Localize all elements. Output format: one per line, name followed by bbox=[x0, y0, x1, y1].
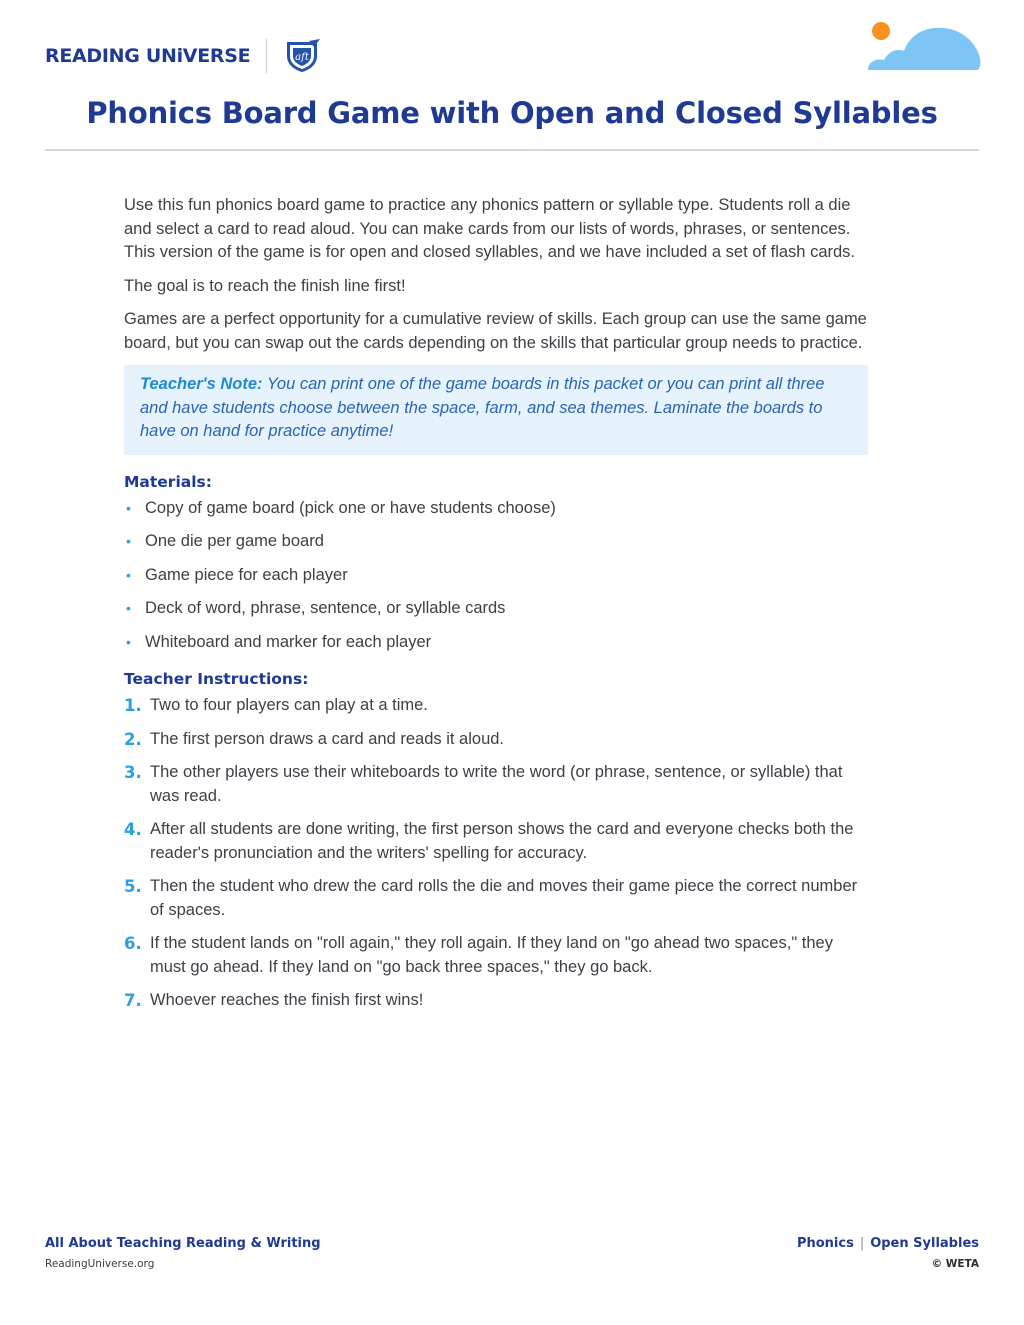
footer-topic bbox=[797, 1236, 979, 1251]
sun-icon bbox=[872, 22, 890, 40]
teacher-note bbox=[124, 365, 868, 455]
bullet-icon: • bbox=[126, 499, 131, 516]
step-number: 2. bbox=[124, 729, 142, 749]
sun-cloud-decoration bbox=[864, 18, 984, 74]
list-item: • Copy of game board (pick one or have students choose) bbox=[124, 497, 868, 521]
footer-subtopic: Open Syllables bbox=[870, 1236, 979, 1251]
footer-category: Phonics bbox=[796, 1236, 854, 1251]
list-item: 5. Then the student who drew the card rolls the die and moves their game piece the correct number of spaces. bbox=[124, 877, 858, 919]
list-item: 2. The first person draws a card and reads it aloud. bbox=[124, 728, 868, 752]
bullet-icon: • bbox=[126, 600, 131, 616]
intro-paragraph: The goal is to reach the finish line first! bbox=[124, 276, 406, 295]
materials-heading: Materials: bbox=[124, 472, 212, 491]
step-number: 5. bbox=[124, 877, 142, 896]
page-title: Phonics Board Game with Open and Closed Syllables bbox=[86, 96, 938, 130]
footer-left bbox=[45, 1236, 321, 1270]
instructions-list bbox=[124, 694, 868, 1013]
footer-url[interactable]: ReadingUniverse.org bbox=[45, 1258, 155, 1270]
footer-series-title: All About Teaching Reading & Writing bbox=[45, 1236, 321, 1251]
list-item: 3. The other players use their whiteboards to write the word (or phrase, sentence, or syllable) that was read. bbox=[124, 763, 843, 805]
step-number: 4. bbox=[124, 820, 142, 839]
list-item: 1. Two to four players can play at a time. bbox=[124, 694, 868, 718]
brand-divider bbox=[266, 39, 267, 73]
teacher-note-text: You can print one of the game boards in this packet or you can print all three and have students choose between the space, farm, and sea themes. Laminate the boards to have on hand for practice anytime! bbox=[140, 375, 825, 440]
bullet-icon: • bbox=[126, 633, 131, 650]
footer-right bbox=[797, 1236, 979, 1270]
svg-text:aft: aft bbox=[295, 52, 310, 63]
brand-logo bbox=[45, 38, 321, 74]
intro-paragraph: Use this fun phonics board game to practice any phonics pattern or syllable type. Students roll a die and select a card to read aloud. You can make cards from our lists of words, phrases, or sentences. This version of the game is for open and closed syllables, and we have included a set of flash cards. bbox=[124, 196, 855, 261]
footer-separator: | bbox=[859, 1236, 865, 1251]
teacher-note-label: Teacher's Note: bbox=[140, 375, 263, 393]
intro-paragraph: Games are a perfect opportunity for a cumulative review of skills. Each group can use the same game board, but you can swap out the cards depending on the skills that particular group needs to practice. bbox=[124, 310, 867, 352]
step-number: 3. bbox=[124, 763, 142, 782]
list-item: • Deck of word, phrase, sentence, or syllable cards bbox=[124, 597, 868, 621]
step-number: 1. bbox=[124, 696, 142, 715]
page-header bbox=[0, 0, 1024, 160]
list-item: • Game piece for each player bbox=[124, 564, 868, 588]
instructions-heading: Teacher Instructions: bbox=[124, 670, 309, 688]
title-divider bbox=[45, 149, 979, 151]
list-item: • Whiteboard and marker for each player bbox=[124, 631, 868, 655]
list-item: 7. Whoever reaches the finish first wins! bbox=[124, 989, 868, 1013]
footer-copyright: © WETA bbox=[931, 1258, 979, 1270]
main-content bbox=[124, 194, 868, 1023]
bullet-icon: • bbox=[126, 566, 131, 583]
bullet-icon: • bbox=[126, 533, 131, 549]
step-number: 6. bbox=[124, 934, 142, 953]
step-number: 7. bbox=[124, 991, 142, 1010]
materials-list bbox=[124, 497, 868, 655]
list-item: • One die per game board bbox=[124, 530, 868, 554]
list-item: 4. After all students are done writing, the first person shows the card and everyone checks both the reader's pronunciation and the writers' spelling for accuracy. bbox=[124, 820, 854, 862]
aft-logo-icon bbox=[281, 38, 321, 74]
brand-name: READING UNiVERSE bbox=[45, 45, 251, 67]
list-item: 6. If the student lands on "roll again," they roll again. If they land on "go ahead two spaces," they must go ahead. If they land on "go back three spaces," they go back. bbox=[124, 934, 833, 976]
